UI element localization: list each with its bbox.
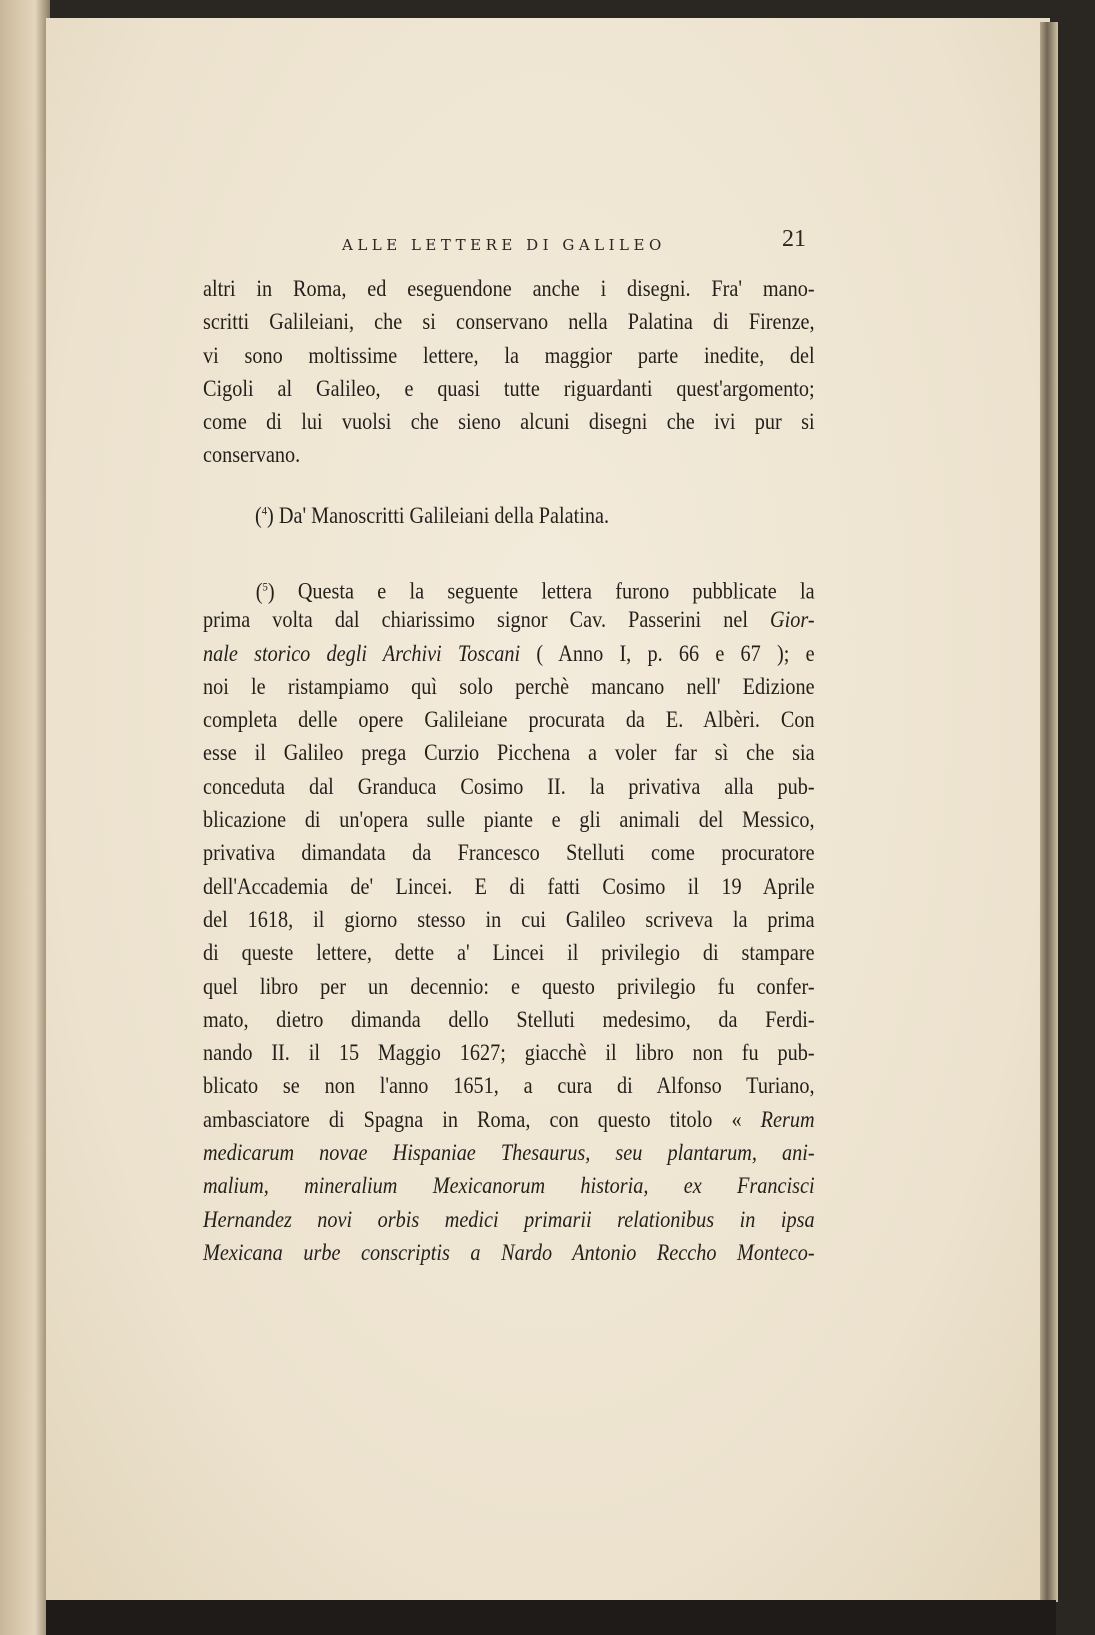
text-run: prima volta dal chiarissimo signor Cav. Passerini nel: [203, 607, 771, 633]
text-run: blicato se non l'anno 1651, a cura di Alfonso Turiano,: [203, 1073, 815, 1099]
footnote-marker-number: 5: [262, 579, 268, 593]
text-run: scritti Galileiani, che si conservano nella Palatina di Firenze,: [203, 309, 815, 335]
footnote-text: Da' Manoscritti Galileiani della Palatina.: [278, 503, 610, 528]
text-run: blicazione di un'opera sulle piante e gli animali del Messico,: [203, 807, 815, 833]
italic-text: medicarum novae Hispaniae Thesaurus, seu plantarum, ani-: [203, 1140, 815, 1166]
text-run: conceduta dal Granduca Cosimo II. la privativa alla pub-: [203, 773, 815, 799]
text-run: mato, dietro dimanda dello Stelluti medesimo, da Ferdi-: [203, 1006, 815, 1032]
text-run: del 1618, il giorno stesso in cui Galileo scriveva la prima: [203, 906, 815, 932]
facing-page-edge: [0, 0, 50, 1635]
text-line: [256, 570, 815, 603]
text-line: [203, 670, 815, 703]
footnote-5: [203, 570, 815, 1269]
text-run: esse il Galileo prega Curzio Picchena a voler far sì che sia: [203, 740, 815, 766]
text-run: noi le ristampiamo quì solo perchè mancano nell' Edizione: [203, 673, 815, 699]
italic-text: nale storico degli Archivi Toscani: [203, 640, 521, 666]
text-run: Questa e la seguente lettera furono pubblicate la: [297, 578, 815, 604]
text-line: [203, 339, 815, 372]
text-run: ( Anno I, p. 66 e 67 ); e: [520, 640, 815, 666]
italic-text: Hernandez novi orbis medici primarii relationibus in ipsa: [203, 1206, 815, 1232]
text-run: ambasciatore di Spagna in Roma, con questo titolo «: [203, 1106, 761, 1132]
text-line: [203, 703, 815, 736]
text-line: [203, 770, 815, 803]
page-stack-edge: [1040, 22, 1058, 1602]
italic-text: malium, mineralium Mexicanorum historia, ex Francisci: [203, 1173, 815, 1199]
text-line: [203, 870, 815, 903]
text-run: privativa dimandata da Francesco Stelluti come procuratore: [203, 840, 815, 866]
text-line: [203, 1203, 815, 1236]
text-line: [203, 1169, 815, 1202]
text-line: [203, 637, 815, 670]
text-run: Cigoli al Galileo, e quasi tutte riguardanti quest'argomento;: [203, 375, 815, 401]
text-line: [203, 936, 815, 969]
text-run: dell'Accademia de' Lincei. E di fatti Cosimo il 19 Aprile: [203, 873, 815, 899]
text-line: [203, 1136, 815, 1169]
footnote-marker: ($^5$): [255, 578, 298, 604]
text-line: [203, 1103, 815, 1136]
running-header: ALLE LETTERE DI GALILEO: [342, 236, 666, 254]
text-line: [203, 372, 815, 405]
text-line: [203, 736, 815, 769]
text-line: [203, 970, 815, 1003]
text-line: [203, 438, 815, 471]
text-line: [203, 603, 815, 636]
italic-text: Rerum: [760, 1106, 815, 1132]
text-run: quel libro per un decennio: e questo privilegio fu confer-: [203, 973, 815, 999]
text-line: [203, 1036, 815, 1069]
text-run: vi sono moltissime lettere, la maggior parte inedite, del: [203, 342, 815, 368]
italic-text: Gior-: [770, 607, 815, 633]
footnote-marker: 4: [261, 503, 268, 518]
text-run: completa delle opere Galileiane procurata da E. Albèri. Con: [203, 707, 815, 733]
text-line: [203, 836, 815, 869]
italic-text: Mexicana urbe conscriptis a Nardo Antonio Reccho Monteco-: [203, 1239, 815, 1265]
text-run: altri in Roma, ed eseguendone anche i disegni. Fra' mano-: [203, 276, 815, 301]
text-line: [203, 1236, 815, 1269]
footnote-4: ($^4$) Da' Manoscritti Galileiani della Palatina.: [255, 503, 610, 528]
text-line: [203, 1003, 815, 1036]
text-line: [203, 305, 815, 338]
text-line: [203, 903, 815, 936]
page-number: 21: [782, 226, 806, 252]
text-line: [203, 1069, 815, 1102]
text-line: [203, 405, 815, 438]
text-run: nando II. il 15 Maggio 1627; giacchè il libro non fu pub-: [203, 1040, 815, 1066]
text-run: come di lui vuolsi che sieno alcuni disegni che ivi pur si: [203, 409, 815, 435]
text-line: [203, 803, 815, 836]
text-line: [203, 272, 815, 305]
text-run: di queste lettere, dette a' Lincei il privilegio di stampare: [203, 940, 815, 966]
paragraph-continuation: [203, 272, 815, 472]
text-run: conservano.: [203, 442, 301, 468]
scan-background: [46, 1600, 1056, 1635]
